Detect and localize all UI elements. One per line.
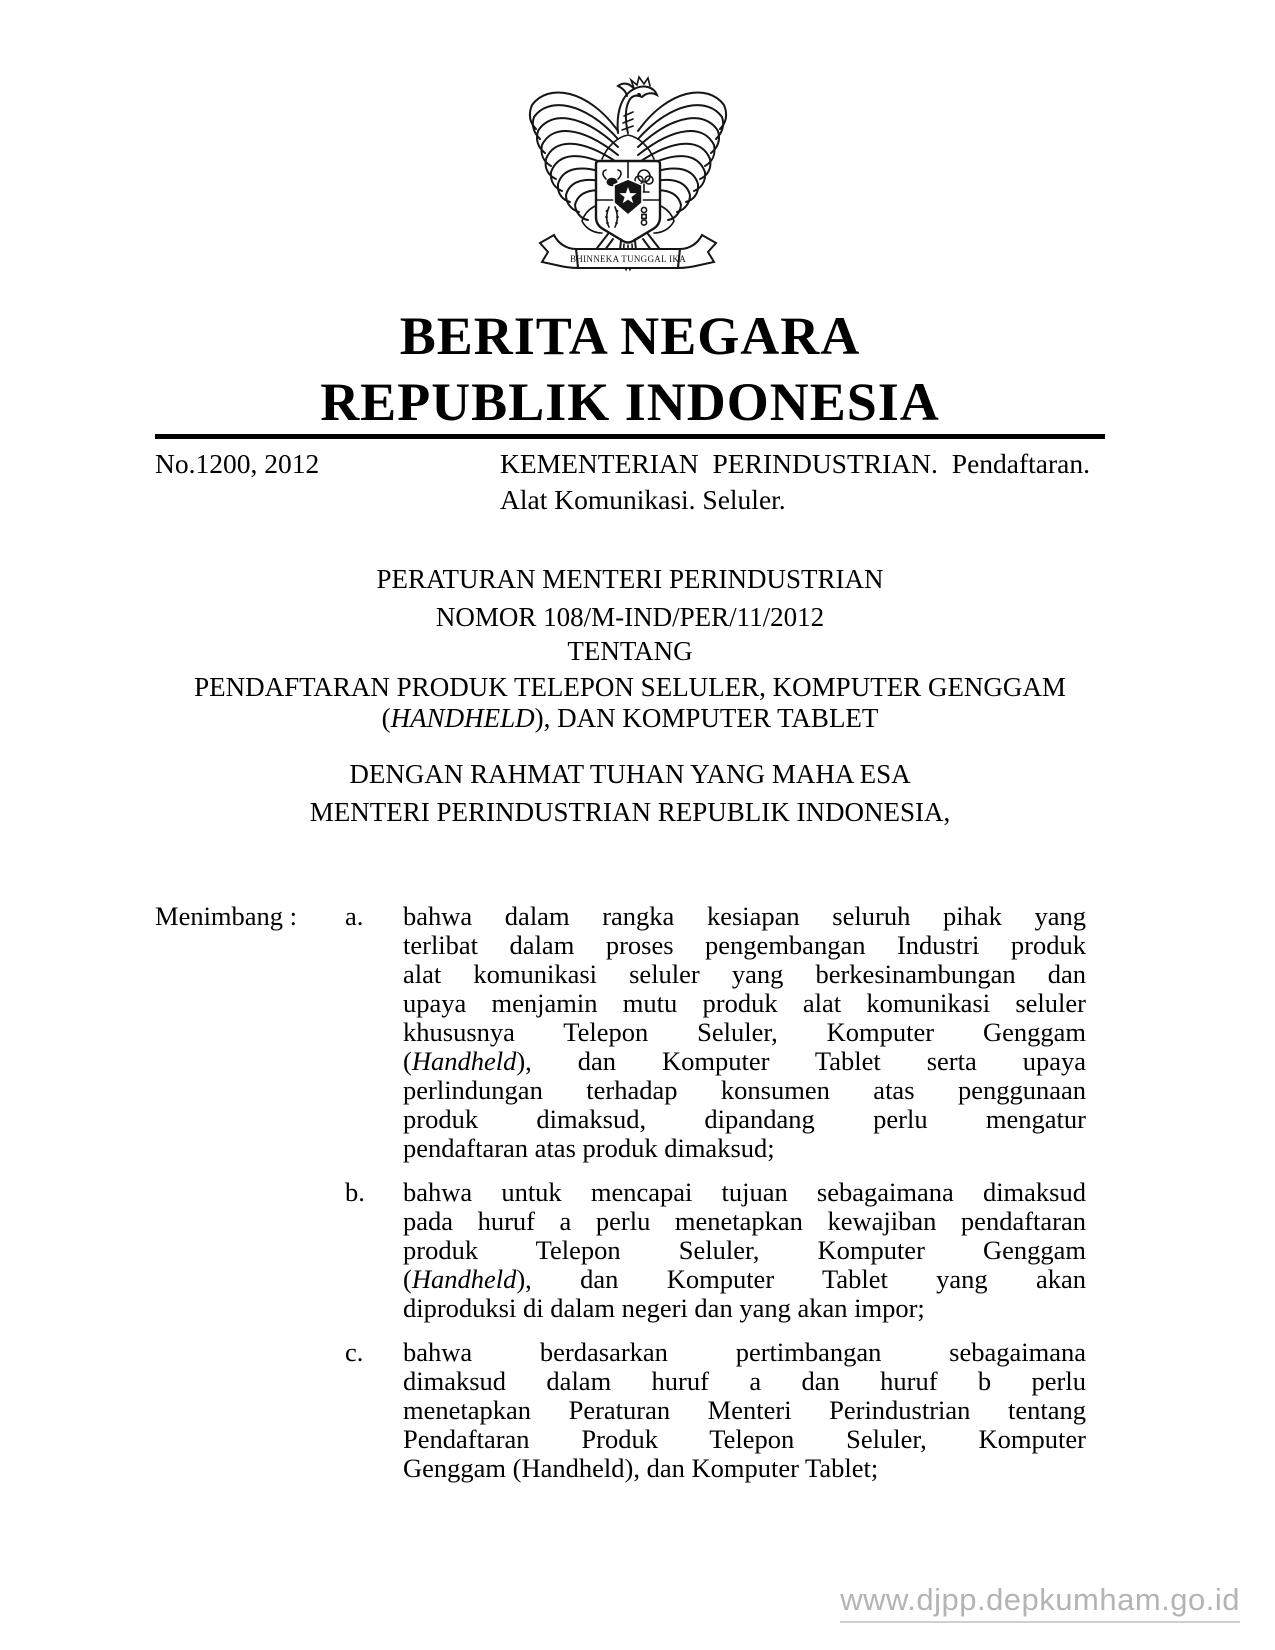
text-segment: ( [403,1264,412,1294]
text-segment: dimaksud dalam huruf a dan huruf b perlu [403,1366,1086,1396]
text-segment: ), DAN KOMPUTER TABLET [534,703,879,733]
text-segment: menetapkan Peraturan Menteri Perindustrian tentang [403,1395,1086,1425]
text-segment: khususnya Telepon Seluler, Komputer Genggam [403,1017,1086,1047]
italic-text: Handheld [411,1046,517,1076]
considerans-label: Menimbang : [155,901,298,931]
text-line [155,703,1105,734]
text-line [403,989,1086,1018]
consideration-item [345,1338,1105,1483]
text-line [403,960,1086,989]
item-text [403,1178,1086,1323]
considerans-items [345,902,1105,1483]
text-line [403,1454,1086,1483]
text-line [403,1396,1086,1425]
text-segment: produk Telepon Seluler, Komputer Genggam [403,1235,1086,1265]
text-line [403,1076,1086,1105]
watermark-url: www.djpp.depkumham.go.id [840,1582,1240,1623]
regulation-number: NOMOR 108/M-IND/PER/11/2012 [435,602,825,632]
text-line [403,1105,1086,1134]
invocation-line1: DENGAN RAHMAT TUHAN YANG MAHA ESA [349,759,911,789]
text-line [403,1134,1086,1163]
text-segment: ), dan Komputer Tablet yang akan [516,1264,1086,1294]
italic-text: HANDHELD [390,703,535,733]
text-line [403,1018,1086,1047]
text-segment: ( [403,1046,412,1076]
text-line [403,1207,1086,1236]
consideration-item [345,902,1105,1163]
considerans-section [155,902,1105,1483]
item-text [403,1338,1086,1483]
text-line [403,931,1086,960]
text-segment: Alat Komunikasi. Seluler. [500,484,786,515]
invocation-line2: MENTERI PERINDUSTRIAN REPUBLIK INDONESIA, [309,797,951,827]
text-segment: ( [381,703,391,733]
text-segment: terlibat dalam proses pengembangan Industri produk [403,930,1086,960]
issue-row [155,446,1105,518]
text-segment: pada huruf a perlu menetapkan kewajiban pendaftaran [403,1206,1086,1236]
emblem-motto-text: BHINNEKA TUNGGAL IKA [570,254,686,264]
item-letter: b. [345,1177,365,1207]
gazette-title-line1: BERITA NEGARA [399,306,861,366]
text-line [403,1047,1086,1076]
text-line [500,482,1090,518]
masthead-divider-rule [155,434,1105,439]
text-line [403,1178,1086,1207]
text-line [403,1294,1086,1323]
gazette-title [155,303,1105,435]
text-line [500,446,1090,482]
text-line [403,902,1086,931]
text-line [403,1338,1086,1367]
text-segment: bahwa untuk mencapai tujuan sebagaimana dimaksud [403,1177,1086,1207]
regulation-heading: PERATURAN MENTERI PERINDUSTRIAN [376,564,884,594]
text-segment: diproduksi di dalam negeri dan yang akan impor; [403,1293,925,1323]
text-line [403,1367,1086,1396]
issue-subject [500,446,1090,518]
regulation-subject-title [155,672,1105,734]
italic-text: Handheld [411,1264,517,1294]
regulation-about-label: TENTANG [567,636,693,666]
text-segment: KEMENTERIAN PERINDUSTRIAN. Pendaftaran. [500,448,1090,479]
item-letter: c. [345,1337,364,1367]
garuda-pancasila-emblem [518,71,738,281]
text-line [403,1265,1086,1294]
text-segment: produk dimaksud, dipandang perlu mengatur [403,1104,1086,1134]
text-segment: PENDAFTARAN PRODUK TELEPON SELULER, KOMPUTER GENGGAM [194,672,1066,702]
text-segment: perlindungan terhadap konsumen atas penggunaan [403,1075,1086,1105]
text-segment: Pendaftaran Produk Telepon Seluler, Komputer [403,1424,1086,1454]
text-line [403,1236,1086,1265]
text-segment: upaya menjamin mutu produk alat komunikasi seluler [403,988,1086,1018]
text-segment: bahwa dalam rangka kesiapan seluruh pihak yang [403,901,1086,931]
text-line [155,672,1105,703]
text-segment: bahwa berdasarkan pertimbangan sebagaimana [403,1337,1086,1367]
text-line [403,1425,1086,1454]
text-segment: alat komunikasi seluler yang berkesinambungan dan [403,959,1086,989]
text-segment: Genggam (Handheld), dan Komputer Tablet; [403,1453,879,1483]
item-letter: a. [345,901,364,931]
consideration-item [345,1178,1105,1323]
pancasila-shield [596,161,660,243]
text-segment: ), dan Komputer Tablet serta upaya [516,1046,1086,1076]
issue-number: No.1200, 2012 [155,448,320,479]
text-segment: pendaftaran atas produk dimaksud; [403,1133,775,1163]
item-text [403,902,1086,1163]
gazette-title-line2: REPUBLIK INDONESIA [320,372,940,432]
